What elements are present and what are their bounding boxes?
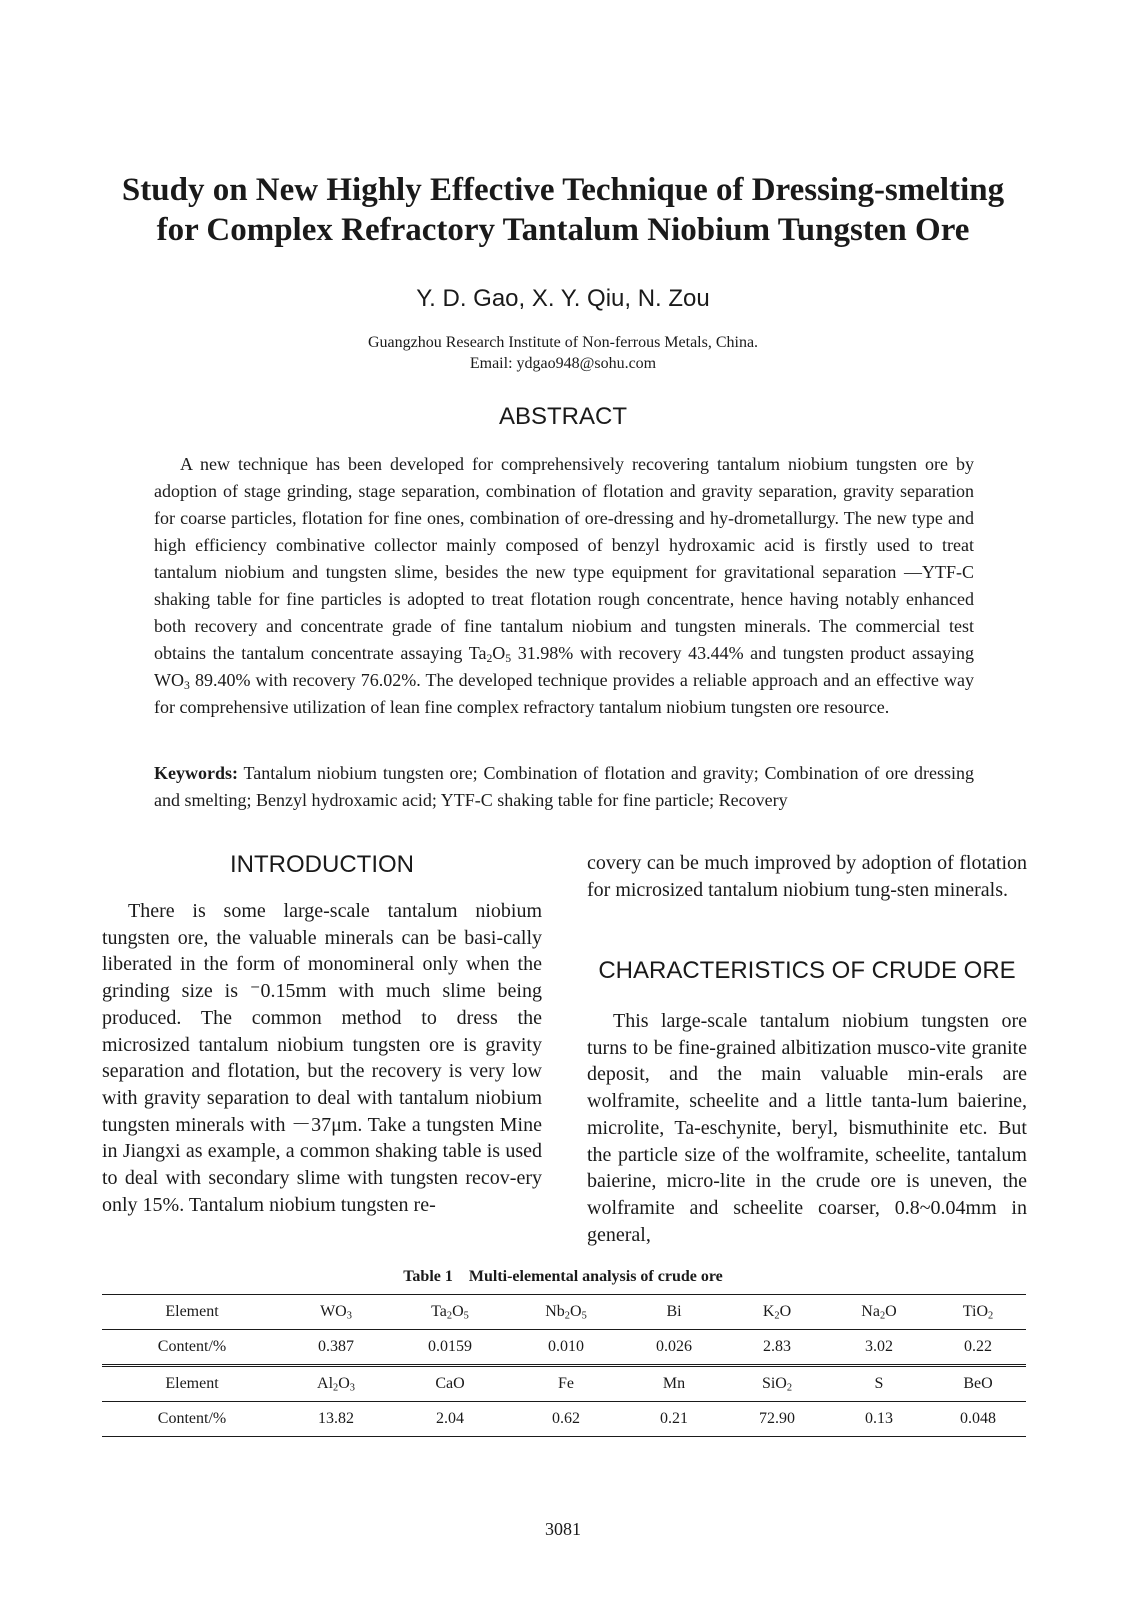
element-symbol: O — [338, 1375, 350, 1392]
introduction-paragraph: There is some large-scale tantalum niobium tungsten ore, the valuable minerals can be basi-cally liberated in the form of monomineral only when the grinding size is ⁻0.15mm with much slime being produced. The common method to dress the microsized tantalum niobium tungsten ore is gravity separation and flotation, but the recovery is very low with gravity separation to deal with tantalum niobium tungsten minerals with －37μm. Take a tungsten Mine in Jiangxi as example, a common shaking table is used to deal with secondary slime with tungsten recov-ery only 15%. Tantalum niobium tungsten re- — [102, 900, 542, 1216]
table-cell-value: 3.02 — [828, 1330, 930, 1366]
element-symbol: Al — [317, 1375, 334, 1392]
element-subscript: 2 — [786, 1382, 793, 1394]
element-symbol: Nb — [545, 1303, 565, 1320]
table-cell-value: 0.21 — [622, 1402, 726, 1437]
element-subscript: 2 — [333, 1382, 339, 1394]
paper-title-line-2: for Complex Refractory Tantalum Niobium Tungsten Ore — [156, 212, 970, 248]
affiliation — [0, 332, 1126, 374]
paper-title — [60, 170, 1066, 250]
element-subscript: 2 — [879, 1310, 886, 1322]
element-subscript: 2 — [774, 1310, 780, 1322]
formula-ta: Ta — [468, 643, 487, 663]
abstract-text-part-2: 31.98% with recovery 43.44% and tungsten product assaying — [511, 643, 975, 663]
table-row-label: Content/% — [102, 1330, 282, 1366]
element-symbol: O — [779, 1303, 792, 1320]
element-subscript: 2 — [446, 1310, 453, 1322]
abstract-paragraph — [154, 451, 974, 721]
element-symbol: K — [762, 1303, 775, 1320]
affiliation-institute: Guangzhou Research Institute of Non-ferrous Metals, China. — [367, 334, 759, 351]
element-subscript: 5 — [463, 1310, 469, 1322]
table-cell-element — [622, 1366, 726, 1402]
table-cell-value: 2.04 — [390, 1402, 510, 1437]
element-symbol: O — [885, 1303, 897, 1320]
table-cell-element — [726, 1366, 828, 1402]
formula-sub: 2 — [486, 651, 493, 665]
table-row-label: Content/% — [102, 1402, 282, 1437]
introduction-heading: INTRODUCTION — [230, 851, 414, 878]
multi-elemental-analysis-table — [102, 1294, 1026, 1437]
table-cell-element — [930, 1295, 1026, 1330]
table-cell-value: 13.82 — [282, 1402, 390, 1437]
keywords — [154, 760, 974, 814]
element-symbol: TiO — [962, 1303, 988, 1320]
table-cell-element — [828, 1295, 930, 1330]
table-row — [102, 1402, 1026, 1437]
table-cell-element — [828, 1366, 930, 1402]
table-caption-number: Table 1 — [403, 1268, 453, 1285]
table-row — [102, 1295, 1026, 1330]
formula-wo: WO — [154, 670, 184, 690]
introduction-continuation-text: covery can be much improved by adoption of flotation for microsized tantalum niobium tung-sten minerals. — [587, 852, 1027, 901]
table-row — [102, 1366, 1026, 1402]
paper-title-line-1: Study on New Highly Effective Technique of Dressing-smelting — [121, 172, 1005, 208]
element-subscript: 2 — [564, 1310, 570, 1322]
table-cell-value: 0.22 — [930, 1330, 1026, 1366]
ta2o5-formula — [469, 643, 511, 663]
element-symbol: Ta — [431, 1303, 447, 1320]
element-symbol: WO — [320, 1303, 347, 1320]
table-cell-element — [390, 1295, 510, 1330]
element-symbol: SiO — [761, 1375, 787, 1392]
element-symbol: Fe — [558, 1375, 574, 1392]
element-subscript: 3 — [346, 1310, 352, 1322]
introduction-continuation — [587, 850, 1027, 903]
table-cell-element — [726, 1295, 828, 1330]
affiliation-email: Email: ydgao948@sohu.com — [469, 355, 657, 372]
crude-ore-heading: CHARACTERISTICS OF CRUDE ORE — [598, 957, 1016, 984]
element-subscript: 2 — [988, 1310, 994, 1322]
table-cell-value: 0.048 — [930, 1402, 1026, 1437]
formula-sub: 3 — [184, 678, 190, 692]
element-subscript: 3 — [349, 1382, 355, 1394]
table-cell-value: 0.387 — [282, 1330, 390, 1366]
table-cell-element — [282, 1295, 390, 1330]
table-cell-element — [282, 1366, 390, 1402]
table-cell-value: 0.62 — [510, 1402, 622, 1437]
page-number: 3081 — [545, 1519, 581, 1539]
keywords-text: Tantalum niobium tungsten ore; Combination of flotation and gravity; Combination of ore dressing and smelting; Benzyl hydroxamic acid; YTF-C shaking table for fine particle; Recovery — [154, 763, 974, 810]
formula-sub: 5 — [505, 651, 512, 665]
element-symbol: S — [874, 1375, 884, 1392]
abstract-heading: ABSTRACT — [498, 403, 627, 430]
element-symbol: O — [570, 1303, 582, 1320]
abstract-text-part-1: A new technique has been developed for comprehensively recovering tantalum niobium tungsten ore by adoption of stage grinding, stage separation, combination of flotation and gravity separation, gravity separation for coarse particles, flotation for fine ones, combination of ore-dressing and hy-drometallurgy. The new type and high efficiency combinative collector mainly composed of benzyl hydroxamic acid is firstly used to treat tantalum niobium and tungsten slime, besides the new type equipment for gravitational separation —YTF-C shaking table for fine particles is adopted to treat flotation rough concentrate, hence having notably enhanced both recovery and concentrate grade of fine tantalum niobium and tungsten minerals. The commercial test obtains the tantalum concentrate assaying — [154, 454, 974, 663]
table-row-label: Element — [102, 1295, 282, 1330]
introduction-body — [102, 898, 542, 1218]
table-cell-element — [622, 1295, 726, 1330]
table-caption — [0, 1266, 1126, 1288]
element-symbol: BeO — [963, 1375, 993, 1392]
table-row — [102, 1330, 1026, 1366]
element-symbol: Mn — [662, 1375, 686, 1392]
table-cell-element — [930, 1366, 1026, 1402]
table-cell-value: 2.83 — [726, 1330, 828, 1366]
table-cell-element — [510, 1366, 622, 1402]
table-cell-value: 0.010 — [510, 1330, 622, 1366]
table-cell-value: 0.13 — [828, 1402, 930, 1437]
abstract-body — [154, 451, 974, 721]
element-symbol: Na — [861, 1303, 880, 1320]
element-symbol: CaO — [435, 1375, 465, 1392]
element-symbol: O — [452, 1303, 464, 1320]
table-cell-value: 0.0159 — [390, 1330, 510, 1366]
table-row-label: Element — [102, 1366, 282, 1402]
abstract-text-part-3: 89.40% with recovery 76.02%. The developed technique provides a reliable approach and an effective way for comprehensive utilization of lean fine complex refractory tantalum niobium tungsten ore resource. — [154, 670, 974, 717]
element-symbol: Bi — [666, 1303, 682, 1320]
table-caption-title: Multi-elemental analysis of crude ore — [468, 1268, 723, 1285]
crude-ore-body — [587, 1008, 1027, 1248]
table-cell-element — [390, 1366, 510, 1402]
keywords-label: Keywords: — [154, 763, 238, 783]
table-cell-value: 0.026 — [622, 1330, 726, 1366]
author-list: Y. D. Gao, X. Y. Qiu, N. Zou — [416, 285, 710, 312]
crude-ore-paragraph: This large-scale tantalum niobium tungsten ore turns to be fine-grained albitization musco-vite granite deposit, and the main valuable min-erals are wolframite, scheelite and a little tanta-lum baierine, microlite, Ta-eschynite, beryl, bismuthinite etc. But the particle size of the wolframite, scheelite, tantalum baierine, micro-lite in the crude ore is uneven, the wolframite and scheelite coarser, 0.8~0.04mm in general, — [587, 1010, 1027, 1246]
wo3-formula — [154, 670, 190, 690]
table-cell-value: 72.90 — [726, 1402, 828, 1437]
element-subscript: 5 — [581, 1310, 587, 1322]
formula-o: O — [492, 643, 506, 663]
table-cell-element — [510, 1295, 622, 1330]
